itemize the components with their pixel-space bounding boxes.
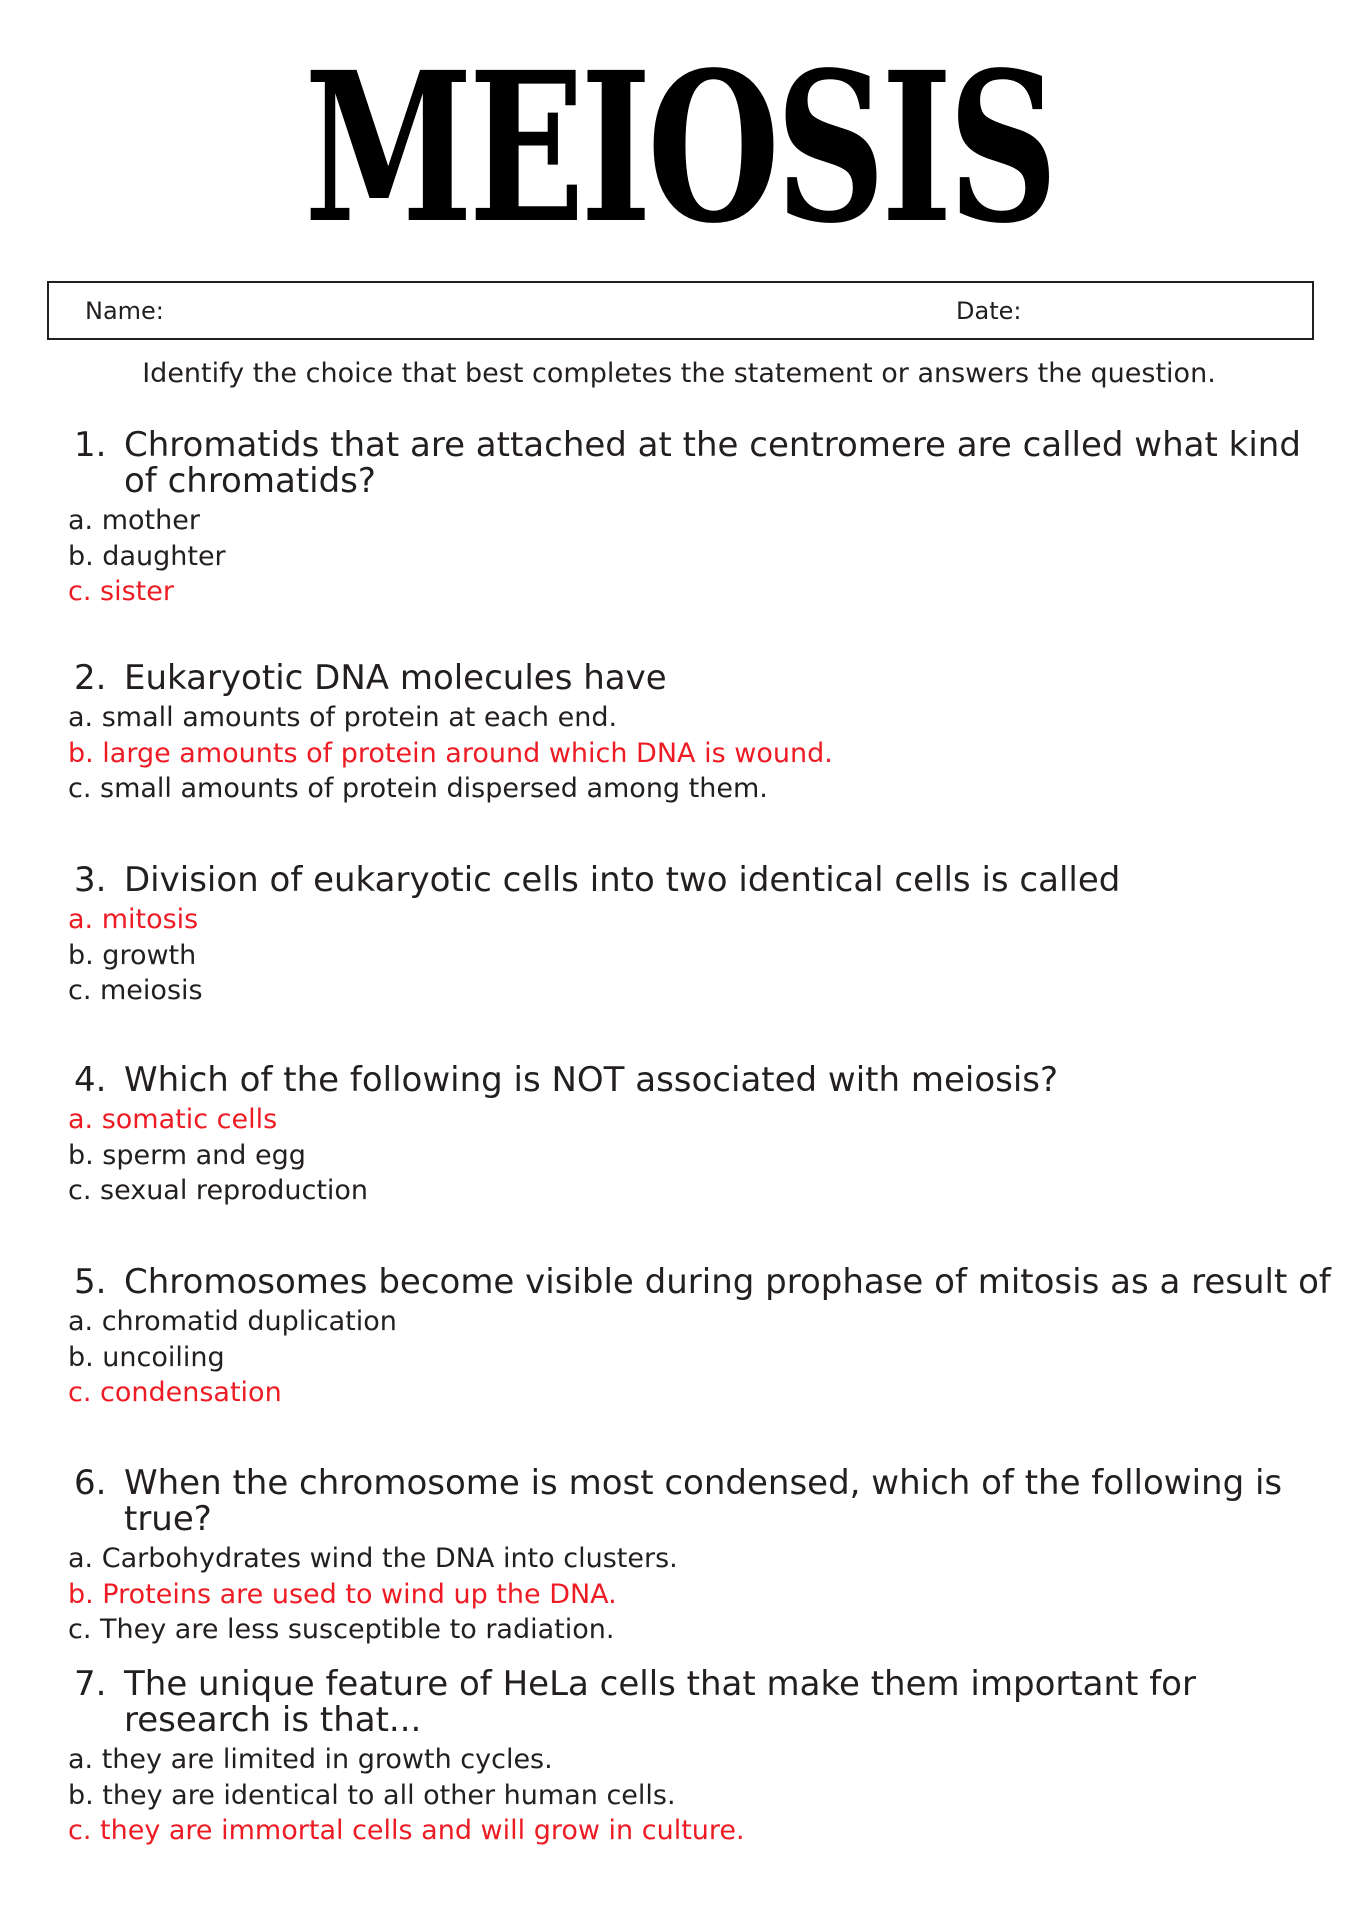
answer-option-correct: a. somatic cells bbox=[68, 1104, 278, 1135]
question-prompt: When the chromosome is most condensed, which of the following is true? bbox=[124, 1463, 1283, 1539]
question-2 bbox=[68, 660, 1338, 807]
answer-option: b. growth bbox=[68, 939, 197, 971]
answer-option: a. Carbohydrates wind the DNA into clusters. bbox=[68, 1543, 678, 1574]
question-text bbox=[68, 862, 1338, 898]
question-prompt: Division of eukaryotic cells into two identical cells is called bbox=[124, 860, 1121, 900]
answer-option-correct: b. Proteins are used to wind up the DNA. bbox=[68, 1578, 617, 1610]
answer-option: c. small amounts of protein dispersed among them. bbox=[68, 773, 768, 804]
question-prompt: Chromosomes become visible during prophase of mitosis as a result of bbox=[124, 1262, 1331, 1302]
question-5 bbox=[68, 1264, 1338, 1411]
question-number: 5. bbox=[74, 1262, 107, 1302]
answer-option: a. they are limited in growth cycles. bbox=[68, 1744, 553, 1775]
question-prompt: The unique feature of HeLa cells that make them important for research is that... bbox=[124, 1664, 1196, 1740]
answer-option: a. mother bbox=[68, 505, 200, 536]
answer-option-correct: b. large amounts of protein around which DNA is wound. bbox=[68, 737, 833, 769]
instructions: Identify the choice that best completes the statement or answers the question. bbox=[142, 358, 1216, 389]
answer-option-correct: a. mitosis bbox=[68, 904, 199, 935]
question-text bbox=[68, 1666, 1338, 1738]
date-label: Date: bbox=[956, 297, 1022, 325]
question-number: 3. bbox=[74, 860, 107, 900]
question-number: 4. bbox=[74, 1060, 107, 1100]
answer-option: a. chromatid duplication bbox=[68, 1306, 397, 1337]
worksheet-title: MEIOSIS bbox=[304, 27, 1054, 269]
name-date-box bbox=[47, 281, 1314, 340]
question-text bbox=[68, 1264, 1338, 1300]
answer-option: b. uncoiling bbox=[68, 1341, 225, 1373]
question-text bbox=[68, 427, 1338, 499]
question-text bbox=[68, 1465, 1338, 1537]
question-number: 2. bbox=[74, 658, 107, 698]
question-number: 7. bbox=[74, 1664, 107, 1704]
answer-option: b. daughter bbox=[68, 540, 226, 572]
question-prompt: Eukaryotic DNA molecules have bbox=[124, 658, 667, 698]
answer-option: c. sexual reproduction bbox=[68, 1175, 369, 1206]
question-prompt: Chromatids that are attached at the centromere are called what kind of chromatids? bbox=[124, 425, 1301, 501]
answer-option-correct: c. condensation bbox=[68, 1377, 282, 1408]
question-3 bbox=[68, 862, 1338, 1009]
answer-option: a. small amounts of protein at each end. bbox=[68, 702, 618, 733]
question-prompt: Which of the following is NOT associated with meiosis? bbox=[124, 1060, 1059, 1100]
answer-option: c. They are less susceptible to radiation. bbox=[68, 1614, 615, 1645]
answer-option: b. they are identical to all other human cells. bbox=[68, 1779, 676, 1811]
question-6 bbox=[68, 1465, 1338, 1648]
question-1 bbox=[68, 427, 1338, 610]
name-label: Name: bbox=[85, 297, 164, 325]
answer-option-correct: c. they are immortal cells and will grow in culture. bbox=[68, 1815, 745, 1846]
answer-option: b. sperm and egg bbox=[68, 1139, 306, 1171]
answer-option-correct: c. sister bbox=[68, 576, 174, 607]
question-text bbox=[68, 1062, 1338, 1098]
question-number: 6. bbox=[74, 1463, 107, 1503]
question-number: 1. bbox=[74, 425, 107, 465]
question-text bbox=[68, 660, 1338, 696]
answer-option: c. meiosis bbox=[68, 975, 203, 1006]
question-7 bbox=[68, 1666, 1338, 1849]
question-4 bbox=[68, 1062, 1338, 1209]
